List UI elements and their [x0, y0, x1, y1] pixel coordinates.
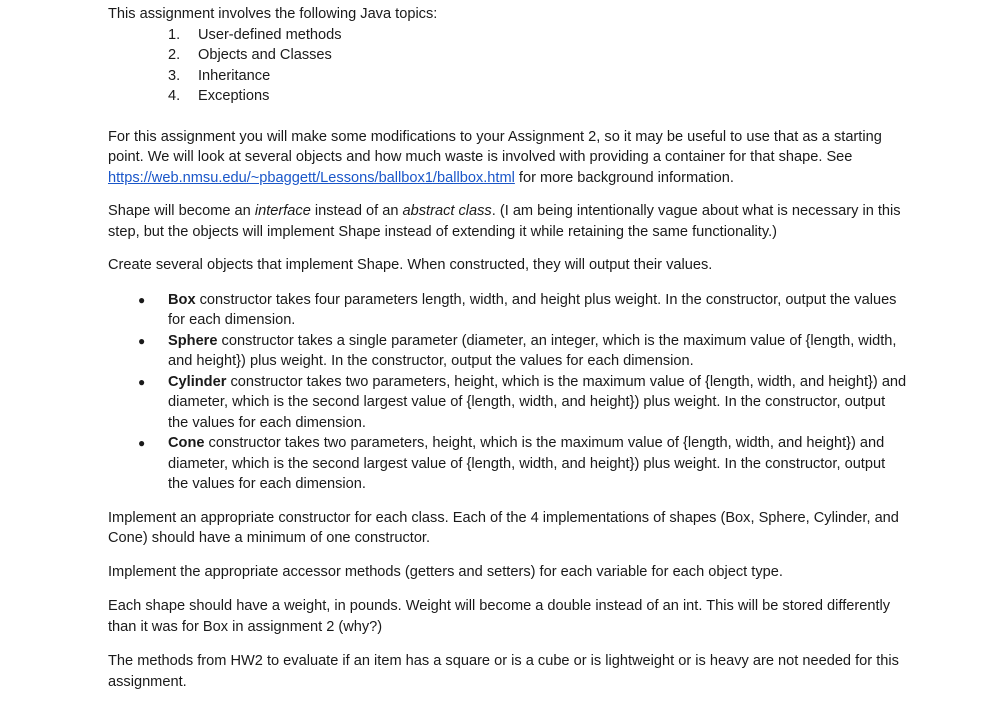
emphasis-interface: interface: [254, 203, 311, 219]
paragraph-weight: Each shape should have a weight, in pounds. Weight will become a double instead of an int. This will be stored differently than it was for Box in assignment 2 (why?): [108, 598, 891, 635]
list-item: [108, 433, 908, 495]
shape-name: Cylinder: [168, 373, 227, 390]
text: Shape will become an: [108, 203, 255, 219]
paragraph-accessors: Implement the appropriate accessor methods (getters and setters) for each variable for each object type.: [108, 563, 783, 580]
shape-name: Cone: [168, 435, 205, 451]
list-item: [108, 290, 908, 331]
background-info-link[interactable]: https://web.nmsu.edu/~pbaggett/Lessons/ballbox1/ballbox.html: [108, 169, 515, 186]
paragraph-interface: [108, 201, 908, 242]
text: . (I am being intentionally vague about what is necessary in this step, but the objects will implement Shape instead of extending it while retaining the same functionality.): [108, 203, 901, 240]
bullet-icon: ●: [138, 374, 146, 389]
list-item-label: User-defined methods: [198, 26, 342, 43]
intro-text: This assignment involves the following Java topics:: [108, 6, 438, 22]
bullet-icon: ●: [138, 436, 146, 450]
text: instead of an: [310, 203, 403, 219]
text: For this assignment you will make some modifications to your Assignment 2, so it may be useful to use that as a starting point. We will look at several objects and how much waste is involved with providing a container for that shape. See: [108, 128, 882, 165]
list-item-label: Inheritance: [198, 67, 271, 84]
topics-list: [108, 25, 908, 107]
document: [108, 4, 908, 705]
paragraph-assignment-overview: [108, 127, 908, 189]
list-number: 2.: [168, 47, 181, 63]
list-item-label: Objects and Classes: [198, 47, 332, 63]
shapes-list: [108, 290, 908, 495]
list-number: 1.: [168, 26, 181, 43]
paragraph-create-objects: Create several objects that implement Shape. When constructed, they will output their values.: [108, 257, 713, 273]
bullet-icon: ●: [138, 333, 146, 348]
text: for more background information.: [514, 169, 734, 186]
shape-description: constructor takes two parameters, height, which is the maximum value of {length, width, and height}) and diameter, which is the second largest value of {length, width, and height}) plus weight. In the constructor, output the values for each dimension.: [168, 373, 907, 431]
list-item: [108, 45, 908, 66]
list-number: 3.: [168, 67, 181, 84]
paragraph-hw2-methods: The methods from HW2 to evaluate if an item has a square or is a cube or is lightweight or is heavy are not needed for this assignment.: [108, 653, 899, 690]
list-item: [108, 86, 908, 107]
list-item: [108, 66, 908, 87]
bullet-icon: ●: [138, 292, 146, 307]
list-item-label: Exceptions: [198, 88, 270, 104]
shape-description: constructor takes a single parameter (diameter, an integer, which is the maximum value of {length, width, and height}) plus weight. In the constructor, output the values for each dimension.: [168, 332, 897, 369]
list-number: 4.: [168, 88, 181, 104]
shape-description: constructor takes four parameters length, width, and height plus weight. In the constructor, output the values for each dimension.: [168, 291, 897, 328]
emphasis-abstract-class: abstract class: [402, 203, 492, 219]
list-item: [108, 25, 908, 46]
paragraph-constructors: Implement an appropriate constructor for each class. Each of the 4 implementations of shapes (Box, Sphere, Cylinder, and Cone) should have a minimum of one constructor.: [108, 509, 899, 546]
shape-description: constructor takes two parameters, height, which is the maximum value of {length, width, and height}) and diameter, which is the second largest value of {length, width, and height}) plus weight. In the constructor, output the values for each dimension.: [168, 435, 886, 492]
list-item: [108, 331, 908, 372]
shape-name: Box: [168, 291, 196, 308]
shape-name: Sphere: [168, 332, 218, 349]
list-item: [108, 372, 908, 434]
